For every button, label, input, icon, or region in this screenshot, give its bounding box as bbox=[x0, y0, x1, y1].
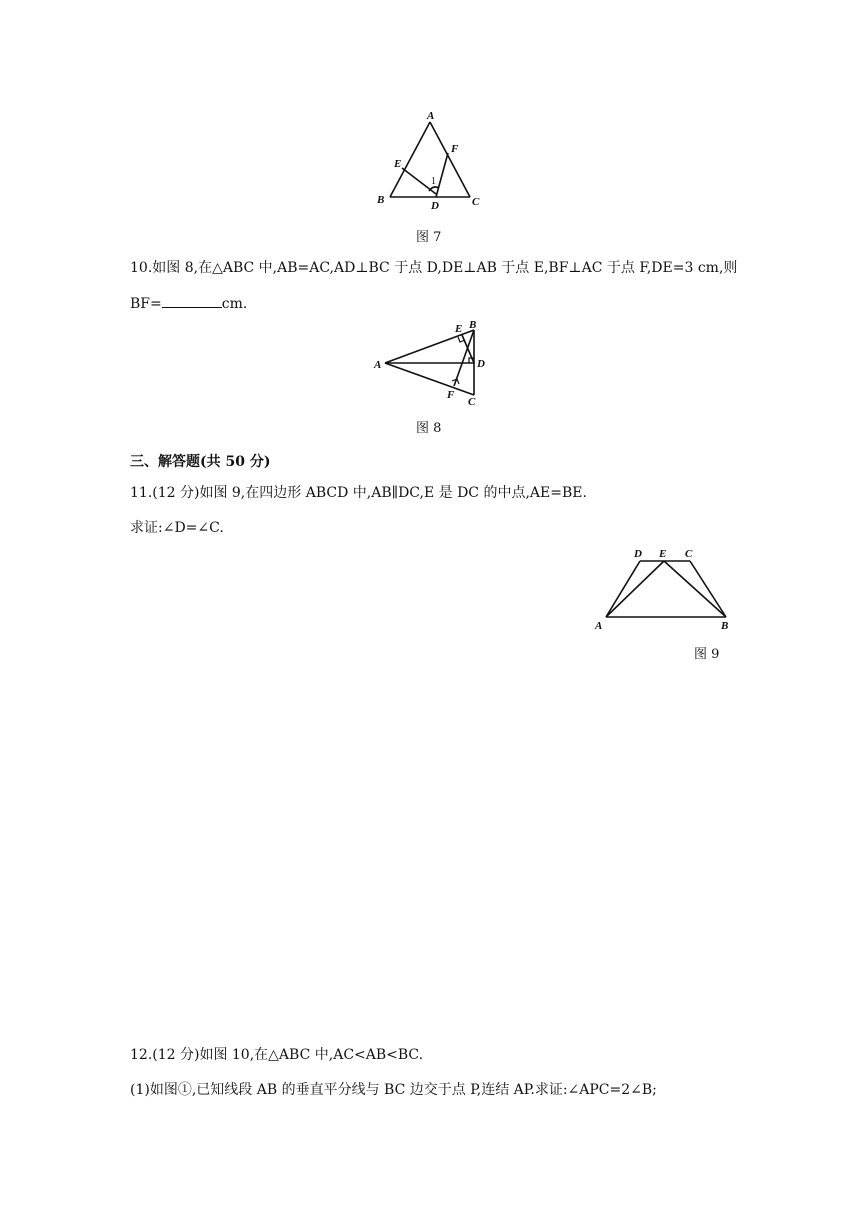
question-10-bf-prefix: BF= bbox=[130, 296, 162, 312]
fig9-label-a: A bbox=[595, 620, 603, 632]
fig9-label-d: D bbox=[634, 548, 642, 560]
figure-9-caption: 图 9 bbox=[694, 647, 720, 662]
fig7-side-ac bbox=[430, 122, 470, 197]
fig7-label-e: E bbox=[394, 158, 402, 170]
fig9-label-e: E bbox=[659, 548, 667, 560]
fig8-label-a: A bbox=[374, 359, 382, 371]
question-11-line-2: 求证:∠D=∠C. bbox=[130, 520, 224, 536]
figure-9-diagram bbox=[590, 540, 745, 635]
question-10-line-1: 10.如图 8,在△ABC 中,AB=AC,AD⊥BC 于点 D,DE⊥AB 于点 E,BF⊥AC 于点 F,DE=3 cm,则 bbox=[130, 260, 738, 276]
fig8-label-b: B bbox=[469, 319, 477, 331]
fig9-label-c: C bbox=[685, 548, 693, 560]
fig8-label-f: F bbox=[447, 389, 455, 401]
fig7-label-b: B bbox=[377, 194, 385, 206]
fig7-label-angle-1: 1 bbox=[431, 176, 436, 187]
question-10-unit: cm. bbox=[221, 296, 248, 312]
fig8-label-e: E bbox=[455, 323, 463, 335]
question-12-line-1: 12.(12 分)如图 10,在△ABC 中,AC<AB<BC. bbox=[130, 1047, 424, 1063]
section-title: 三、解答题(共 50 分) bbox=[130, 454, 271, 470]
fig7-segment-df bbox=[436, 153, 448, 197]
fig7-label-c: C bbox=[472, 196, 480, 208]
figure-8-diagram bbox=[370, 317, 495, 409]
question-12-line-2: (1)如图①,已知线段 AB 的垂直平分线与 BC 边交于点 P,连结 AP.求证:∠APC=2∠B; bbox=[130, 1082, 657, 1098]
fig7-label-a: A bbox=[427, 110, 435, 122]
fig9-label-b: B bbox=[721, 620, 729, 632]
figure-7-caption: 图 7 bbox=[416, 230, 442, 245]
answer-blank bbox=[162, 293, 222, 308]
question-10-line-2 bbox=[130, 293, 247, 314]
figure-8-caption: 图 8 bbox=[416, 421, 442, 436]
figure-7-diagram bbox=[370, 105, 490, 215]
fig7-label-d: D bbox=[431, 200, 439, 212]
fig7-label-f: F bbox=[451, 143, 459, 155]
question-11-line-1: 11.(12 分)如图 9,在四边形 ABCD 中,AB∥DC,E 是 DC 的中点,AE=BE. bbox=[130, 485, 587, 501]
fig8-label-c: C bbox=[468, 396, 476, 408]
fig8-label-d: D bbox=[477, 358, 485, 370]
